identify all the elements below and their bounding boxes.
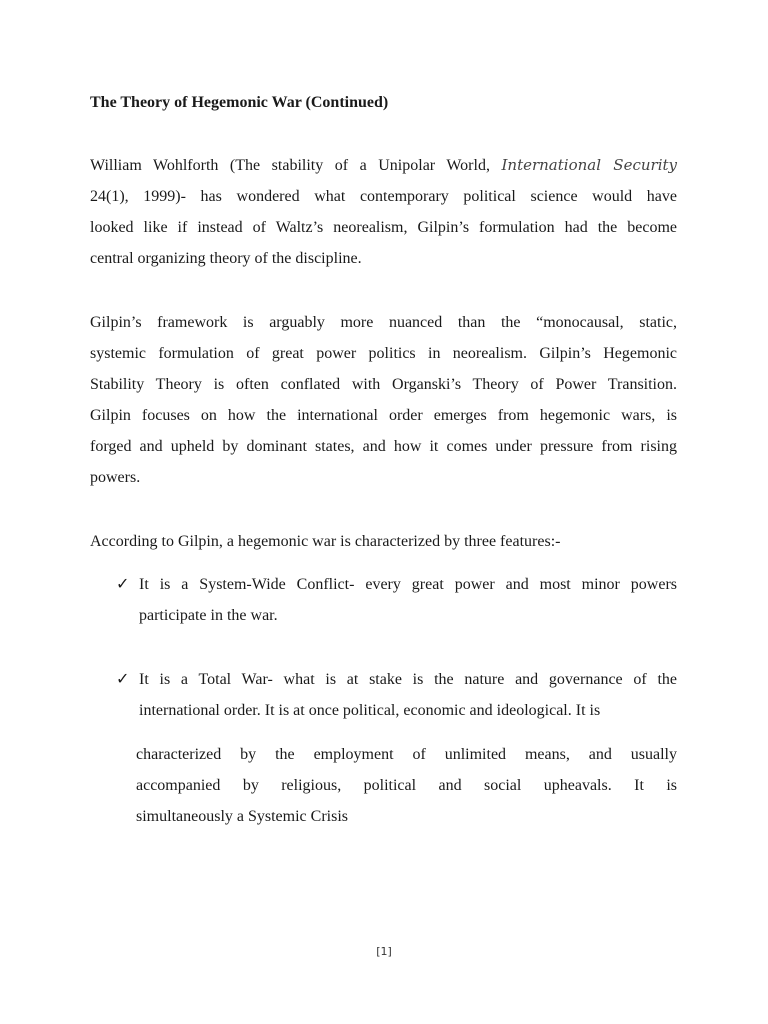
bullet-text xyxy=(139,664,677,726)
paragraph-wohlforth xyxy=(90,150,677,274)
paragraph-line: simultaneously a Systemic Crisis xyxy=(136,808,348,825)
paragraph-line: Gilpin’s framework is arguably more nuanced than the “monocausal, static, xyxy=(90,314,677,331)
paragraph-line: William Wohlforth (The stability of a Unipolar World, International Security xyxy=(90,156,677,174)
paragraph-line: Stability Theory is often conflated with Organski’s Theory of Power Transition. xyxy=(90,376,677,393)
paragraph-gilpin-framework xyxy=(90,307,677,493)
bullet-continuation-paragraph xyxy=(136,739,677,832)
document-title: The Theory of Hegemonic War (Continued) xyxy=(90,94,389,111)
bullet-line: international order. It is at once political, economic and ideological. It is xyxy=(139,702,601,719)
paragraph-line: central organizing theory of the discipline. xyxy=(90,250,362,267)
paragraph-features-intro xyxy=(90,526,677,557)
paragraph-line: According to Gilpin, a hegemonic war is characterized by three features:- xyxy=(90,533,561,550)
bullet-item-system-wide-conflict xyxy=(116,569,677,631)
paragraph-line: powers. xyxy=(90,469,141,486)
checkmark-icon: ✓ xyxy=(116,576,130,593)
paragraph-line: Gilpin focuses on how the international order emerges from hegemonic wars, is xyxy=(90,407,677,424)
bullet-line: It is a Total War- what is at stake is the nature and governance of the xyxy=(139,671,677,688)
bullet-line: It is a System-Wide Conflict- every great power and most minor powers xyxy=(139,576,677,593)
paragraph-line: 24(1), 1999)- has wondered what contemporary political science would have xyxy=(90,188,677,205)
paragraph-line: forged and upheld by dominant states, and how it comes under pressure from rising xyxy=(90,438,677,455)
journal-name: International Security xyxy=(501,156,677,174)
checkmark-icon: ✓ xyxy=(116,671,130,688)
paragraph-line: accompanied by religious, political and social upheavals. It is xyxy=(136,777,677,794)
paragraph-line: looked like if instead of Waltz’s neorealism, Gilpin’s formulation had the become xyxy=(90,219,677,236)
bullet-item-total-war xyxy=(116,664,677,726)
bullet-line: participate in the war. xyxy=(139,607,278,624)
paragraph-line: characterized by the employment of unlimited means, and usually xyxy=(136,746,677,763)
page-number: [1] xyxy=(376,945,392,958)
paragraph-line: systemic formulation of great power politics in neorealism. Gilpin’s Hegemonic xyxy=(90,345,677,362)
bullet-text xyxy=(139,569,677,631)
